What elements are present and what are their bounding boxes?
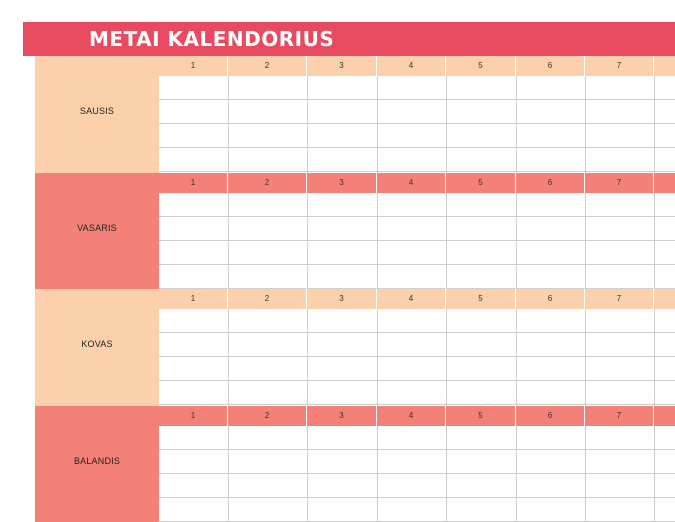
day-number: 4 xyxy=(377,56,446,76)
day-number xyxy=(654,289,675,309)
day-number: 7 xyxy=(585,56,654,76)
entry-row[interactable] xyxy=(159,426,675,450)
months-container xyxy=(35,56,675,522)
entry-rows xyxy=(159,426,675,522)
day-number: 2 xyxy=(228,173,307,193)
title-bar xyxy=(23,22,675,56)
column-divider xyxy=(377,76,378,173)
day-grid xyxy=(159,289,675,406)
day-number: 1 xyxy=(159,289,228,309)
month-name: KOVAS xyxy=(35,339,159,349)
column-divider xyxy=(654,193,655,290)
column-divider xyxy=(585,76,586,173)
day-number: 3 xyxy=(307,289,377,309)
day-number: 6 xyxy=(516,173,585,193)
column-divider xyxy=(654,309,655,406)
day-number xyxy=(654,173,675,193)
entry-row[interactable] xyxy=(159,124,675,148)
day-number: 4 xyxy=(377,173,446,193)
entry-rows xyxy=(159,193,675,290)
month-block xyxy=(35,56,675,173)
month-name: SAUSIS xyxy=(35,106,159,116)
month-label-cell xyxy=(35,406,159,522)
month-label-cell xyxy=(35,173,159,290)
entry-row[interactable] xyxy=(159,381,675,405)
entry-row[interactable] xyxy=(159,474,675,498)
column-divider xyxy=(228,76,229,173)
day-number: 2 xyxy=(228,289,307,309)
entry-rows xyxy=(159,76,675,173)
column-divider xyxy=(516,193,517,290)
day-number: 1 xyxy=(159,56,228,76)
column-divider xyxy=(307,426,308,522)
column-divider xyxy=(377,426,378,522)
day-header xyxy=(159,173,675,193)
day-number xyxy=(654,56,675,76)
entry-row[interactable] xyxy=(159,265,675,289)
column-divider xyxy=(307,76,308,173)
entry-row[interactable] xyxy=(159,309,675,333)
column-divider xyxy=(654,76,655,173)
column-divider xyxy=(585,309,586,406)
day-grid xyxy=(159,56,675,173)
day-number: 6 xyxy=(516,56,585,76)
day-number xyxy=(654,406,675,426)
entry-row[interactable] xyxy=(159,450,675,474)
column-divider xyxy=(516,76,517,173)
entry-rows xyxy=(159,309,675,406)
entry-row[interactable] xyxy=(159,100,675,124)
day-number: 4 xyxy=(377,406,446,426)
month-block xyxy=(35,289,675,406)
entry-row[interactable] xyxy=(159,193,675,217)
day-number: 7 xyxy=(585,289,654,309)
column-divider xyxy=(446,193,447,290)
day-number: 6 xyxy=(516,406,585,426)
column-divider xyxy=(446,309,447,406)
entry-row[interactable] xyxy=(159,76,675,100)
column-divider xyxy=(307,309,308,406)
column-divider xyxy=(377,193,378,290)
month-label-cell xyxy=(35,56,159,173)
day-number: 4 xyxy=(377,289,446,309)
day-header xyxy=(159,289,675,309)
day-grid xyxy=(159,406,675,522)
day-number: 5 xyxy=(446,406,516,426)
day-header xyxy=(159,56,675,76)
day-number: 5 xyxy=(446,173,516,193)
entry-row[interactable] xyxy=(159,148,675,172)
day-number: 1 xyxy=(159,173,228,193)
month-block xyxy=(35,173,675,290)
day-grid xyxy=(159,173,675,290)
column-divider xyxy=(377,309,378,406)
day-number: 2 xyxy=(228,406,307,426)
column-divider xyxy=(516,309,517,406)
day-number: 2 xyxy=(228,56,307,76)
entry-row[interactable] xyxy=(159,357,675,381)
day-header xyxy=(159,406,675,426)
column-divider xyxy=(585,426,586,522)
entry-row[interactable] xyxy=(159,333,675,357)
column-divider xyxy=(654,426,655,522)
day-number: 7 xyxy=(585,406,654,426)
column-divider xyxy=(585,193,586,290)
day-number: 5 xyxy=(446,289,516,309)
entry-row[interactable] xyxy=(159,498,675,522)
day-number: 3 xyxy=(307,173,377,193)
month-name: BALANDIS xyxy=(35,456,159,466)
calendar-title: METAI KALENDORIUS xyxy=(89,27,334,51)
column-divider xyxy=(446,426,447,522)
column-divider xyxy=(228,309,229,406)
day-number: 7 xyxy=(585,173,654,193)
column-divider xyxy=(516,426,517,522)
day-number: 3 xyxy=(307,56,377,76)
column-divider xyxy=(228,426,229,522)
column-divider xyxy=(228,193,229,290)
month-name: VASARIS xyxy=(35,223,159,233)
day-number: 1 xyxy=(159,406,228,426)
entry-row[interactable] xyxy=(159,217,675,241)
day-number: 6 xyxy=(516,289,585,309)
entry-row[interactable] xyxy=(159,241,675,265)
month-label-cell xyxy=(35,289,159,406)
month-block xyxy=(35,406,675,522)
day-number: 3 xyxy=(307,406,377,426)
day-number: 5 xyxy=(446,56,516,76)
column-divider xyxy=(446,76,447,173)
column-divider xyxy=(307,193,308,290)
